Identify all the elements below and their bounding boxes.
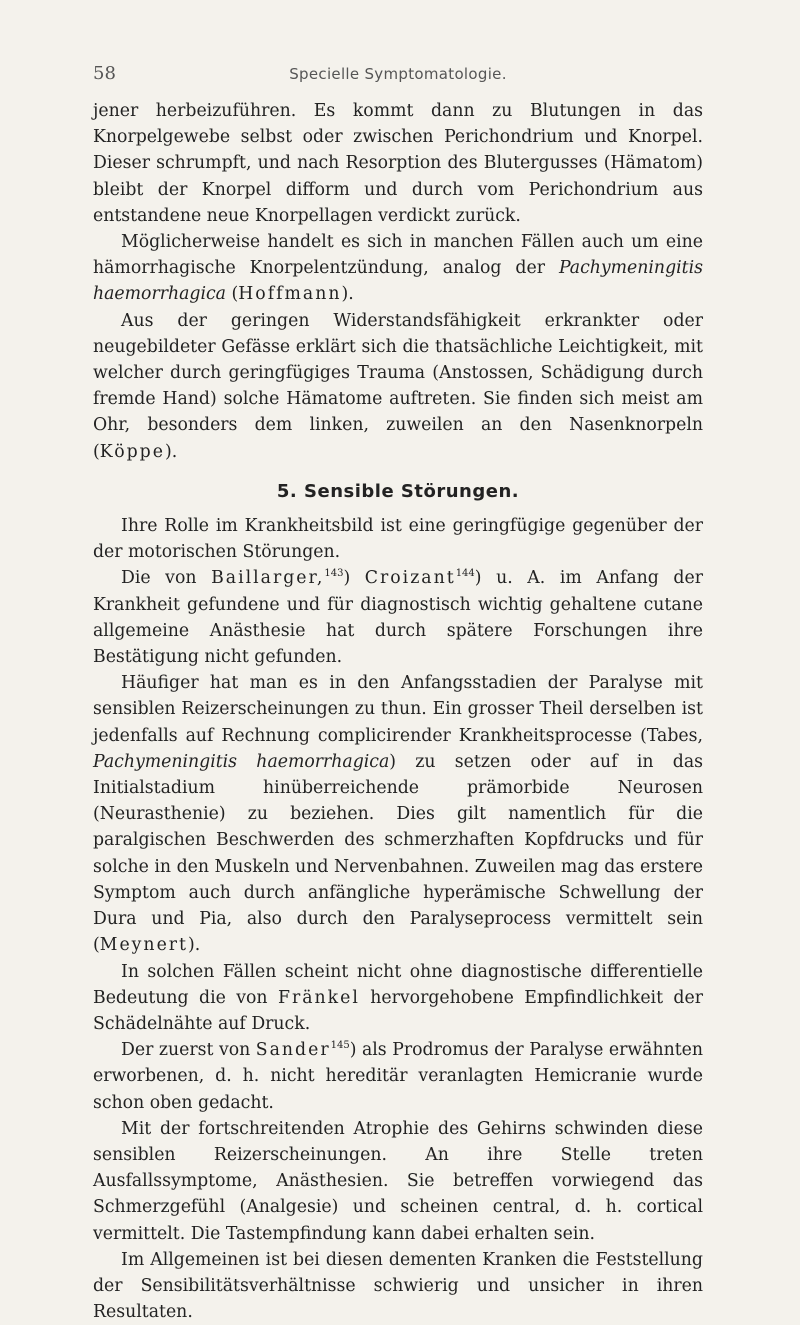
- text-run: (: [225, 284, 239, 305]
- text-run: ).: [341, 284, 354, 305]
- paragraph-9: Mit der fortschreitenden Atrophie des Gehirns schwinden diese sensiblen Reizerscheinungen. An ihre Stelle treten Ausfallssymptome, Anästhesien. Sie betreffen vorwiegend das Schmerzgefühl (Analgesie) und scheinen central, d. h. cortical vermittelt. Die Tastempfindung kann dabei erhalten sein.: [93, 1118, 703, 1244]
- body-text: [93, 98, 703, 1325]
- text-run: Häufiger hat man es in den Anfangsstadien der Paralyse mit sensiblen Reizerscheinungen zu thun. Ein grosser Theil derselben ist jedenfalls auf Rechnung complicirender Krankheitsprocesse (Tabes,: [93, 673, 703, 746]
- text-run: ).: [164, 441, 178, 462]
- footnote-ref: 145: [330, 1040, 350, 1052]
- text-run: ).: [188, 935, 201, 956]
- text-run: In solchen Fällen scheint nicht ohne diagnostische differentielle Bedeutung die von: [93, 961, 703, 1008]
- running-title: Specielle Symptomatologie.: [289, 65, 507, 83]
- paragraph-3: [93, 308, 703, 465]
- text-run: Aus der geringen Widerstandsfähigkeit erkrankter oder neugebildeter Gefässe erklärt sich die thatsächliche Leichtigkeit, mit welcher durch geringfügiges Trauma (Anstossen, Schädigung durch fremde Hand) solche Hämatome auftreten. Sie finden sich meist am Ohr, besonders dem linken, zuweilen an den Nasenknorpeln (: [93, 310, 703, 462]
- footnote-ref: 144: [455, 568, 475, 580]
- paragraph-8: [93, 1037, 703, 1116]
- author-name: Baillarger,: [211, 568, 325, 589]
- text-run: ): [343, 568, 365, 589]
- text-run: Der zuerst von: [121, 1040, 256, 1061]
- text-run: ) u. A. im Anfang der Krankheit gefundene und für diagnostisch wichtig gehaltene cutane allgemeine Anästhesie hat durch spätere Forschungen ihre Bestätigung nicht gefunden.: [93, 568, 703, 668]
- section-heading: 5. Sensible Störungen.: [276, 480, 520, 502]
- italic-term: Pachymeningitis haemorrhagica: [93, 751, 390, 772]
- paragraph-7: [93, 959, 703, 1038]
- page-number: 58: [93, 63, 116, 84]
- author-name: Hoffmann: [238, 284, 342, 305]
- paragraph-5: [93, 565, 703, 670]
- paragraph-4: Ihre Rolle im Krankheitsbild ist eine geringfügige gegenüber der der motorischen Störungen.: [93, 516, 703, 563]
- text-run: Möglicherweise handelt es sich in manchen Fällen auch um eine hämorrhagische Knorpelentzündung, analog der: [93, 232, 703, 279]
- paragraph-2: [93, 229, 703, 308]
- paragraph-1: jener herbeizuführen. Es kommt dann zu Blutungen in das Knorpelgewebe selbst oder zwischen Perichondrium und Knorpel. Dieser schrumpft, und nach Resorption des Blutergusses (Hämatom) bleibt der Knorpel difform und durch vom Perichondrium aus entstandene neue Knorpellagen verdickt zurück.: [93, 101, 703, 226]
- paragraph-6: [93, 670, 703, 958]
- text-run: ) zu setzen oder auf in das Initialstadium hinüberreichende prämorbide Neurosen (Neurasthenie) zu beziehen. Dies gilt namentlich für die paralgischen Beschwerden des schmerzhaften Kopfdrucks und für solche in den Muskeln und Nervenbahnen. Zuweilen mag das erstere Symptom auch durch anfängliche hyperämische Schwellung der Dura und Pia, also durch den Paralyseprocess vermittelt sein (: [93, 751, 703, 956]
- text-run: Die von: [121, 568, 212, 589]
- author-name: Köppe: [99, 441, 165, 462]
- author-name: Meynert: [99, 935, 188, 956]
- author-name: Sander: [255, 1040, 331, 1061]
- author-name: Croizant: [364, 568, 456, 589]
- text-run: hervorgehobene Empfindlichkeit der Schädelnähte auf Druck.: [93, 987, 703, 1034]
- text-run: ) als Prodromus der Paralyse erwähnten erworbenen, d. h. nicht hereditär veranlagten Hemicranie wurde schon oben gedacht.: [93, 1040, 704, 1113]
- paragraph-10: Im Allgemeinen ist bei diesen dementen Kranken die Feststellung der Sensibilitätsverhältnisse schwierig und unsicher in ihren Resultaten.: [93, 1249, 703, 1323]
- running-head: [93, 60, 703, 88]
- italic-term: Pachymeningitis haemorrhagica: [93, 258, 703, 305]
- author-name: Fränkel: [277, 987, 360, 1008]
- footnote-ref: 143: [324, 568, 344, 580]
